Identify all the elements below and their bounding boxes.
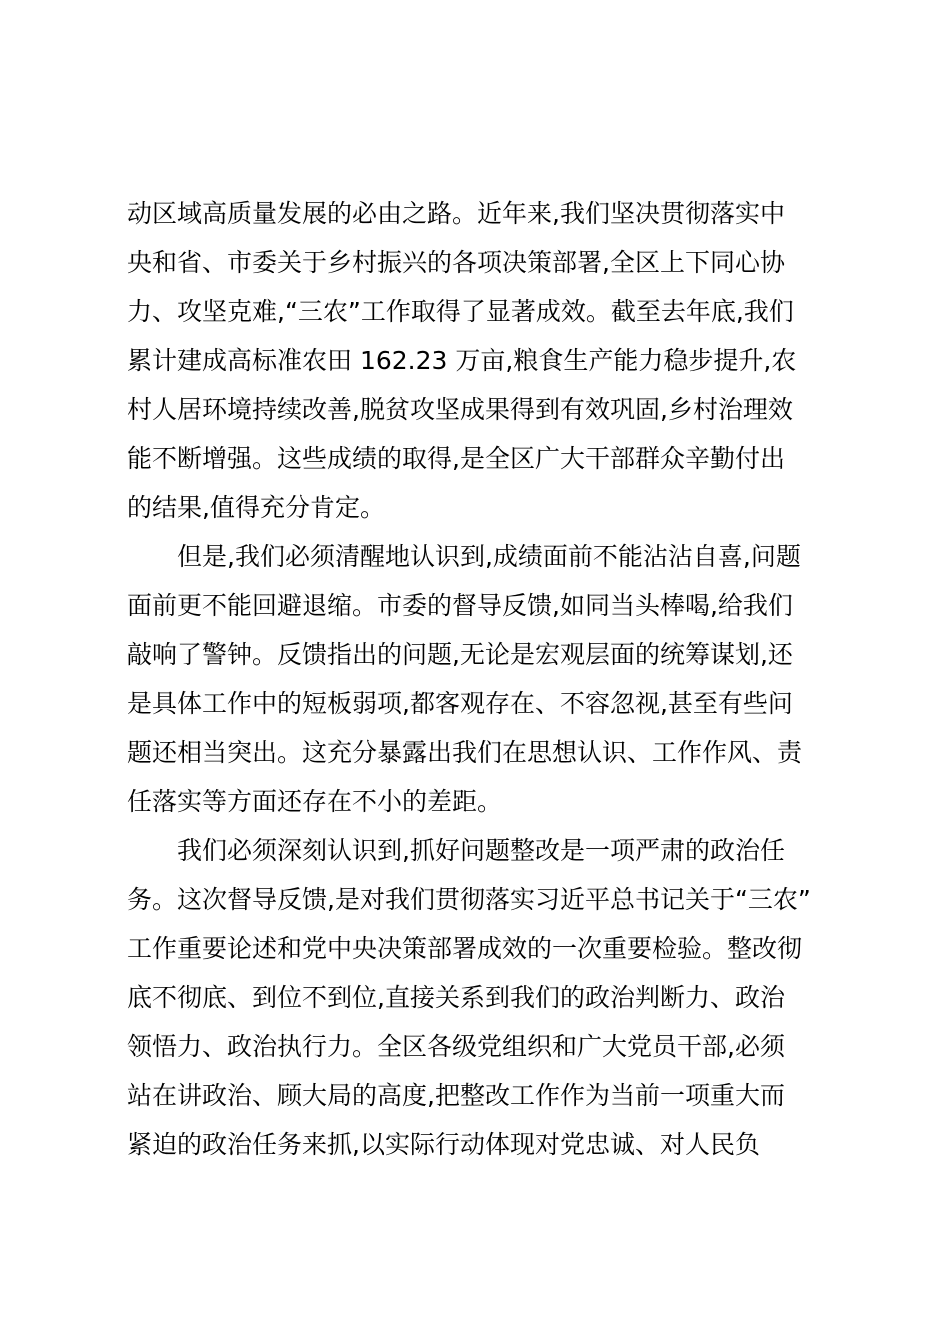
- text-line: 的结果,值得充分肯定。: [127, 493, 385, 522]
- paragraph-1: [127, 189, 827, 532]
- text-line: 累计建成高标准农田 162.23 万亩,粮食生产能力稳步提升,农: [127, 346, 797, 375]
- text-line: 站在讲政治、顾大局的高度,把整改工作作为当前一项重大而: [127, 1081, 785, 1110]
- text-line: 动区域高质量发展的必由之路。近年来,我们坚决贯彻落实中: [127, 199, 785, 228]
- paragraph-2: [127, 532, 827, 826]
- text-line: 能不断增强。这些成绩的取得,是全区广大干部群众辛勤付出: [127, 444, 785, 473]
- text-line: 工作重要论述和党中央决策部署成效的一次重要检验。整改彻: [127, 934, 803, 963]
- text-line: 敲响了警钟。反馈指出的问题,无论是宏观层面的统筹谋划,还: [127, 640, 793, 669]
- text-line: 力、攻坚克难,“三农”工作取得了显著成效。截至去年底,我们: [127, 297, 794, 326]
- paragraph-3: [127, 826, 827, 1169]
- text-line: 紧迫的政治任务来抓,以实际行动体现对党忠诚、对人民负: [127, 1130, 760, 1159]
- text-line: 是具体工作中的短板弱项,都客观存在、不容忽视,甚至有些问: [127, 689, 793, 718]
- text-line: 务。这次督导反馈,是对我们贯彻落实习近平总书记关于“三农”: [127, 885, 811, 914]
- text-line: 领悟力、政治执行力。全区各级党组织和广大党员干部,必须: [127, 1032, 785, 1061]
- text-line: 但是,我们必须清醒地认识到,成绩面前不能沾沾自喜,问题: [177, 542, 801, 571]
- text-line: 任落实等方面还存在不小的差距。: [127, 787, 503, 816]
- text-line: 底不彻底、到位不到位,直接关系到我们的政治判断力、政治: [127, 983, 785, 1012]
- text-line: 面前更不能回避退缩。市委的督导反馈,如同当头棒喝,给我们: [127, 591, 793, 620]
- text-line: 央和省、市委关于乡村振兴的各项决策部署,全区上下同心协: [127, 248, 785, 277]
- text-line: 村人居环境持续改善,脱贫攻坚成果得到有效巩固,乡村治理效: [127, 395, 793, 424]
- text-line: 题还相当突出。这充分暴露出我们在思想认识、工作作风、责: [127, 738, 803, 767]
- text-line: 我们必须深刻认识到,抓好问题整改是一项严肃的政治任: [177, 836, 785, 865]
- document-body: [127, 189, 827, 1169]
